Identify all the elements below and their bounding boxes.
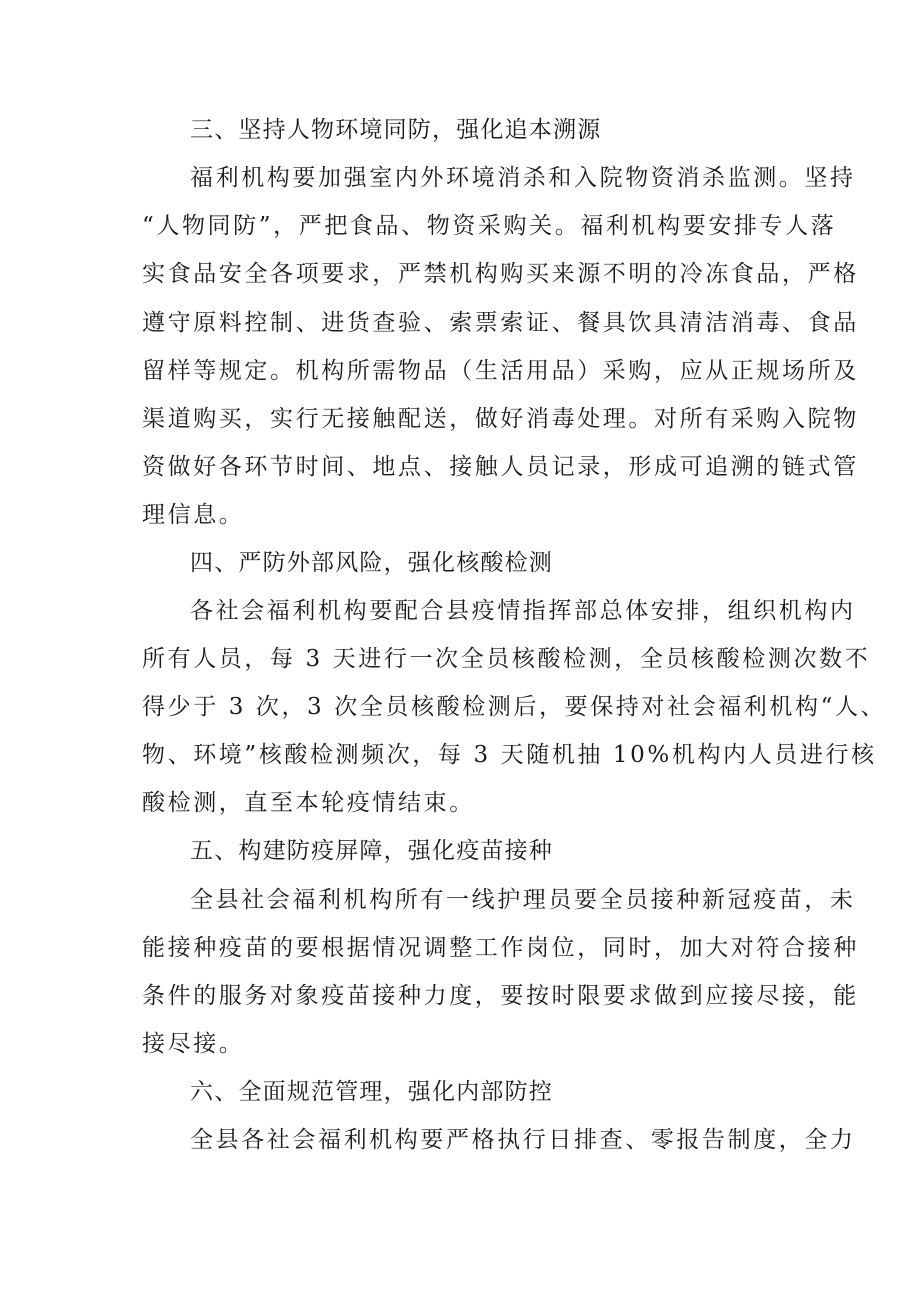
paragraph-line: 条件的服务对象疫苗接种力度，要按时限要求做到应接尽接，能 [142,983,859,1009]
section-heading: 六、全面规范管理，强化内部防控 [190,1079,553,1105]
paragraph-line: “人物同防”，严把食品、物资采购关。福利机构要安排专人落 [142,213,837,239]
paragraph-line: 酸检测，直至本轮疫情结束。 [142,790,475,816]
section-heading: 五、构建防疫屏障，强化疫苗接种 [190,838,553,864]
paragraph-line: 各社会福利机构要配合县疫情指挥部总体安排，组织机构内 [190,598,856,624]
paragraph-line: 渠道购买，实行无接触配送，做好消毒处理。对所有采购入院物 [142,406,859,432]
paragraph-line: 物、环境”核酸检测频次，每 3 天随机抽 10%机构内人员进行核 [142,742,877,768]
paragraph-line: 能接种疫苗的要根据情况调整工作岗位，同时，加大对符合接种 [142,935,859,961]
paragraph-line: 理信息。 [142,502,245,528]
paragraph-line: 全县各社会福利机构要严格执行日排查、零报告制度，全力 [190,1127,856,1153]
paragraph-line: 留样等规定。机构所需物品（生活用品）采购，应从正规场所及 [142,358,859,384]
paragraph-line: 所有人员，每 3 天进行一次全员核酸检测，全员核酸检测次数不 [142,646,871,672]
paragraph-line: 得少于 3 次，3 次全员核酸检测后，要保持对社会福利机构“人、 [142,694,887,720]
paragraph-line: 实食品安全各项要求，严禁机构购买来源不明的冷冻食品，严格 [142,261,859,287]
paragraph-line: 全县社会福利机构所有一线护理员要全员接种新冠疫苗，未 [190,887,856,913]
paragraph-line: 接尽接。 [142,1031,245,1057]
paragraph-line: 福利机构要加强室内外环境消杀和入院物资消杀监测。坚持 [190,165,856,191]
section-heading: 三、坚持人物环境同防，强化追本溯源 [190,117,602,143]
paragraph-line: 资做好各环节时间、地点、接触人员记录，形成可追溯的链式管 [142,454,859,480]
section-heading: 四、严防外部风险，强化核酸检测 [190,550,553,576]
paragraph-line: 遵守原料控制、进货查验、索票索证、餐具饮具清洁消毒、食品 [142,310,859,336]
